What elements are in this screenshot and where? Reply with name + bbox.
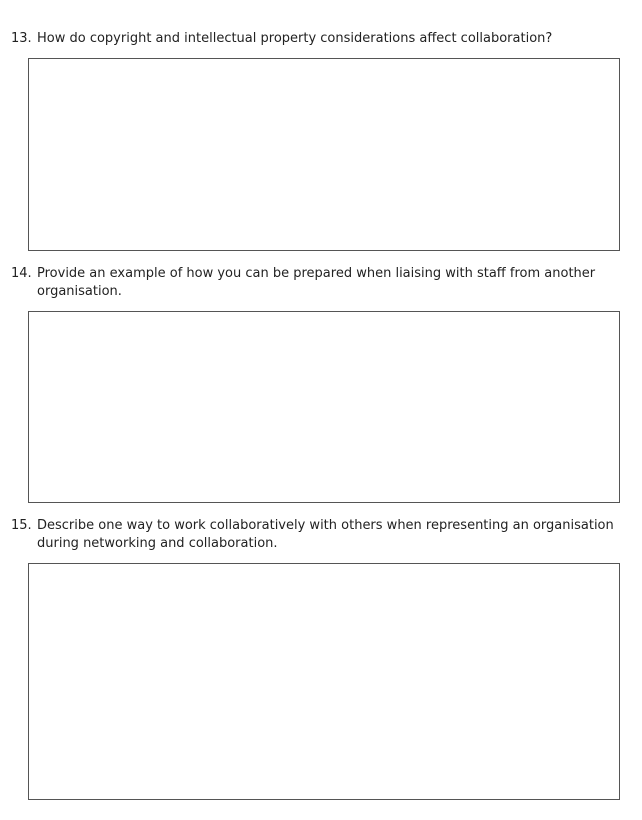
question-15 [11,517,621,553]
question-text: Describe one way to work collaboratively with others when representing an organisation during networking and collaboration. [37,518,614,551]
answer-box-15[interactable] [28,563,620,800]
question-text: How do copyright and intellectual property considerations affect collaboration? [37,31,553,46]
question-number: 15. [11,518,32,533]
answer-box-14[interactable] [28,311,620,503]
question-number: 13. [11,31,32,46]
question-text: Provide an example of how you can be prepared when liaising with staff from another organisation. [37,266,596,299]
answer-box-13[interactable] [28,58,620,251]
question-13 [11,30,621,48]
question-14 [11,265,621,301]
question-number: 14. [11,266,32,281]
